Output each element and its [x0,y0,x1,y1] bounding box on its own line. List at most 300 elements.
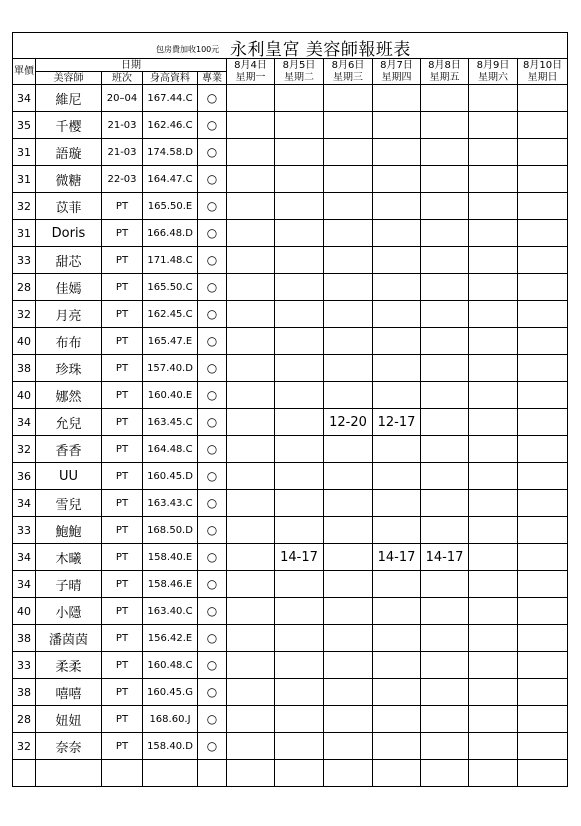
table-row [13,733,568,760]
cell-day-shift [227,733,275,760]
table-row [13,301,568,328]
cell-day-shift [518,193,568,220]
table-row [13,355,568,382]
cell-day-shift [324,544,373,571]
cell-day-shift: 14-17 [275,544,324,571]
cell-day-shift [421,679,469,706]
cell-day-shift [421,625,469,652]
cell-day-shift [469,598,518,625]
cell-spec: ○ [198,625,227,652]
cell-info: 168.60.J [143,706,198,733]
cell-info: 163.45.C [143,409,198,436]
cell-day-shift [518,274,568,301]
cell-name: 佳嫣 [36,274,102,301]
cell-name: 香香 [36,436,102,463]
cell-price: 31 [13,220,36,247]
cell-shift: PT [102,355,143,382]
cell-price: 28 [13,706,36,733]
cell-day-shift [275,355,324,382]
cell-day-shift [324,382,373,409]
cell-day-shift [421,274,469,301]
cell-name: 木曦 [36,544,102,571]
cell-day-shift [469,733,518,760]
cell-day-shift [373,679,421,706]
header-price: 單價 [13,59,36,85]
cell-day-shift [518,625,568,652]
cell-price: 40 [13,598,36,625]
header-day-weekday: 星期日 [518,72,568,85]
cell-name: UU [36,463,102,490]
cell-day-shift [275,571,324,598]
cell-price: 33 [13,517,36,544]
cell-info: 160.48.C [143,652,198,679]
cell-day-shift [324,301,373,328]
cell-info: 160.40.E [143,382,198,409]
cell-day-shift [373,274,421,301]
header-info: 身高資料 [143,72,198,85]
cell-day-shift [227,139,275,166]
cell-spec: ○ [198,220,227,247]
cell-day-shift [421,301,469,328]
cell-day-shift [421,139,469,166]
cell-day-shift [518,328,568,355]
cell-info: 165.47.E [143,328,198,355]
table-row [13,625,568,652]
cell-day-shift [421,193,469,220]
cell-day-shift [421,85,469,112]
cell-day-shift [324,463,373,490]
cell-day-shift [275,679,324,706]
header-day-date: 8月7日 [373,59,421,72]
title-cell [13,33,568,59]
cell-day-shift [421,382,469,409]
header-day-weekday: 星期五 [421,72,469,85]
cell-name: 千樱 [36,112,102,139]
cell-day-shift [421,517,469,544]
cell-day-shift [518,112,568,139]
cell-day-shift [275,274,324,301]
cell-day-shift [421,598,469,625]
cell-name: 娜然 [36,382,102,409]
cell-price: 32 [13,193,36,220]
cell-day-shift [373,85,421,112]
cell-day-shift: 14-17 [373,544,421,571]
cell-day-shift [373,652,421,679]
blank-cell [373,760,421,787]
cell-name: 月亮 [36,301,102,328]
cell-day-shift [324,112,373,139]
cell-spec: ○ [198,139,227,166]
blank-cell [227,760,275,787]
cell-day-shift [518,139,568,166]
cell-spec: ○ [198,463,227,490]
cell-shift: PT [102,436,143,463]
cell-day-shift [373,733,421,760]
table-row [13,166,568,193]
header-day-date: 8月5日 [275,59,324,72]
cell-price: 31 [13,166,36,193]
cell-shift: PT [102,301,143,328]
cell-day-shift [518,652,568,679]
cell-shift: PT [102,625,143,652]
cell-day-shift [227,571,275,598]
table-row [13,436,568,463]
cell-spec: ○ [198,706,227,733]
cell-day-shift [421,247,469,274]
table-row [13,193,568,220]
table-row [13,679,568,706]
cell-info: 160.45.D [143,463,198,490]
cell-day-shift [469,382,518,409]
cell-day-shift [518,166,568,193]
cell-price: 36 [13,463,36,490]
table-row [13,598,568,625]
cell-info: 164.47.C [143,166,198,193]
cell-name: 鮑鮑 [36,517,102,544]
cell-day-shift [518,463,568,490]
cell-day-shift [518,382,568,409]
cell-day-shift [518,85,568,112]
blank-cell [102,760,143,787]
cell-spec: ○ [198,571,227,598]
cell-name: 苡菲 [36,193,102,220]
cell-info: 171.48.C [143,247,198,274]
cell-day-shift [469,706,518,733]
cell-price: 35 [13,112,36,139]
cell-day-shift [373,625,421,652]
cell-day-shift [275,328,324,355]
header-day-weekday: 星期三 [324,72,373,85]
cell-day-shift [324,166,373,193]
schedule-table [12,32,568,787]
blank-cell [143,760,198,787]
cell-day-shift [373,112,421,139]
cell-spec: ○ [198,328,227,355]
cell-day-shift [518,706,568,733]
header-day-date: 8月9日 [469,59,518,72]
header-spec: 專業 [198,72,227,85]
table-row [13,382,568,409]
cell-info: 163.43.C [143,490,198,517]
cell-price: 34 [13,571,36,598]
cell-name: 微糖 [36,166,102,193]
cell-info: 168.50.D [143,517,198,544]
cell-day-shift [324,733,373,760]
cell-info: 165.50.E [143,193,198,220]
cell-day-shift [518,679,568,706]
cell-name: 妞妞 [36,706,102,733]
cell-shift: PT [102,706,143,733]
header-date-group: 日期 [36,59,227,72]
cell-day-shift [421,355,469,382]
cell-day-shift [275,436,324,463]
cell-spec: ○ [198,112,227,139]
cell-info: 163.40.C [143,598,198,625]
cell-day-shift [469,679,518,706]
cell-shift: PT [102,220,143,247]
cell-name: Doris [36,220,102,247]
cell-day-shift [227,463,275,490]
cell-day-shift [373,706,421,733]
cell-day-shift [373,139,421,166]
blank-row [13,760,568,787]
cell-info: 167.44.C [143,85,198,112]
cell-day-shift [469,193,518,220]
cell-day-shift [227,112,275,139]
header-day-date: 8月6日 [324,59,373,72]
cell-day-shift [227,247,275,274]
cell-day-shift [518,490,568,517]
cell-day-shift [421,571,469,598]
cell-day-shift [373,220,421,247]
cell-day-shift [227,301,275,328]
cell-day-shift [324,193,373,220]
cell-day-shift [324,706,373,733]
cell-day-shift [227,517,275,544]
cell-day-shift [275,652,324,679]
table-row [13,85,568,112]
header-day-weekday: 星期六 [469,72,518,85]
cell-day-shift [469,112,518,139]
cell-price: 28 [13,274,36,301]
cell-day-shift [373,598,421,625]
cell-day-shift [421,706,469,733]
cell-day-shift [421,733,469,760]
blank-cell [198,760,227,787]
cell-shift: 21-03 [102,112,143,139]
cell-spec: ○ [198,733,227,760]
cell-info: 162.46.C [143,112,198,139]
cell-day-shift [518,301,568,328]
cell-day-shift [324,652,373,679]
cell-day-shift [227,544,275,571]
cell-spec: ○ [198,544,227,571]
table-row [13,706,568,733]
cell-day-shift [275,139,324,166]
header-day-date: 8月10日 [518,59,568,72]
cell-day-shift [373,463,421,490]
cell-day-shift [421,166,469,193]
cell-shift: PT [102,247,143,274]
cell-day-shift [469,463,518,490]
cell-spec: ○ [198,679,227,706]
cell-day-shift [518,409,568,436]
cell-info: 166.48.D [143,220,198,247]
table-row [13,112,568,139]
cell-day-shift [227,274,275,301]
cell-name: 子晴 [36,571,102,598]
cell-shift: PT [102,409,143,436]
table-row [13,571,568,598]
cell-day-shift [324,436,373,463]
cell-price: 40 [13,328,36,355]
cell-info: 165.50.C [143,274,198,301]
cell-day-shift [275,463,324,490]
cell-day-shift [421,112,469,139]
cell-day-shift [421,409,469,436]
cell-day-shift [518,355,568,382]
header-day-date: 8月4日 [227,59,275,72]
cell-day-shift [421,463,469,490]
cell-day-shift [275,247,324,274]
cell-day-shift [227,166,275,193]
cell-day-shift: 14-17 [421,544,469,571]
cell-day-shift [469,220,518,247]
cell-day-shift [469,328,518,355]
header-day-weekday: 星期一 [227,72,275,85]
title-note: 包房費加收100元 [156,45,220,54]
cell-day-shift [469,625,518,652]
cell-day-shift [324,598,373,625]
cell-day-shift [469,652,518,679]
cell-name: 柔柔 [36,652,102,679]
cell-spec: ○ [198,382,227,409]
cell-day-shift [518,436,568,463]
cell-day-shift [518,544,568,571]
blank-cell [469,760,518,787]
cell-day-shift [227,436,275,463]
header-shift: 班次 [102,72,143,85]
cell-day-shift [421,220,469,247]
cell-day-shift [469,166,518,193]
cell-spec: ○ [198,598,227,625]
table-row [13,463,568,490]
cell-day-shift [373,490,421,517]
cell-day-shift [275,112,324,139]
cell-day-shift [518,733,568,760]
header-name: 美容師 [36,72,102,85]
blank-cell [36,760,102,787]
cell-name: 甜芯 [36,247,102,274]
cell-info: 157.40.D [143,355,198,382]
header-day-weekday: 星期二 [275,72,324,85]
blank-cell [421,760,469,787]
cell-day-shift [275,625,324,652]
cell-day-shift [227,409,275,436]
cell-name: 潘茵茵 [36,625,102,652]
cell-price: 34 [13,409,36,436]
cell-shift: PT [102,598,143,625]
header-day-weekday: 星期四 [373,72,421,85]
table-row [13,139,568,166]
table-row [13,490,568,517]
cell-price: 38 [13,625,36,652]
cell-day-shift [469,571,518,598]
cell-day-shift [275,490,324,517]
cell-shift: PT [102,382,143,409]
cell-info: 156.42.E [143,625,198,652]
cell-day-shift [227,328,275,355]
cell-shift: PT [102,490,143,517]
cell-day-shift [275,517,324,544]
cell-info: 162.45.C [143,301,198,328]
cell-price: 34 [13,490,36,517]
cell-spec: ○ [198,247,227,274]
table-row [13,220,568,247]
cell-info: 164.48.C [143,436,198,463]
cell-shift: PT [102,733,143,760]
cell-spec: ○ [198,85,227,112]
cell-day-shift [275,193,324,220]
cell-day-shift [324,517,373,544]
cell-day-shift [469,436,518,463]
cell-price: 34 [13,544,36,571]
cell-day-shift [275,85,324,112]
cell-day-shift [275,220,324,247]
cell-day-shift [421,652,469,679]
cell-price: 38 [13,355,36,382]
cell-day-shift [324,247,373,274]
cell-price: 40 [13,382,36,409]
cell-spec: ○ [198,409,227,436]
cell-day-shift [324,139,373,166]
cell-day-shift [373,517,421,544]
cell-day-shift [469,274,518,301]
cell-day-shift [227,193,275,220]
cell-day-shift [324,220,373,247]
cell-shift: PT [102,193,143,220]
cell-day-shift [469,139,518,166]
cell-name: 布布 [36,328,102,355]
cell-day-shift [275,301,324,328]
table-row [13,517,568,544]
cell-spec: ○ [198,274,227,301]
cell-day-shift [373,328,421,355]
table-row [13,409,568,436]
cell-spec: ○ [198,193,227,220]
cell-day-shift [324,328,373,355]
page-title: 永利皇宮 美容師報班表 [230,40,411,59]
cell-shift: PT [102,328,143,355]
cell-day-shift [227,679,275,706]
cell-day-shift: 12-17 [373,409,421,436]
cell-day-shift [469,247,518,274]
cell-shift: PT [102,652,143,679]
cell-day-shift [518,220,568,247]
cell-day-shift [518,247,568,274]
cell-day-shift [324,355,373,382]
cell-day-shift [275,706,324,733]
cell-shift: PT [102,571,143,598]
cell-day-shift [227,652,275,679]
cell-day-shift [275,598,324,625]
cell-price: 31 [13,139,36,166]
cell-shift: PT [102,517,143,544]
cell-spec: ○ [198,436,227,463]
cell-day-shift [469,517,518,544]
cell-info: 160.45.G [143,679,198,706]
cell-day-shift [275,409,324,436]
cell-price: 33 [13,247,36,274]
cell-day-shift [373,436,421,463]
cell-price: 38 [13,679,36,706]
cell-day-shift [275,382,324,409]
cell-day-shift [227,382,275,409]
cell-shift: 20–04 [102,85,143,112]
cell-name: 允兒 [36,409,102,436]
cell-day-shift [275,166,324,193]
cell-day-shift [227,85,275,112]
cell-day-shift [421,490,469,517]
cell-shift: PT [102,463,143,490]
cell-day-shift [324,490,373,517]
cell-day-shift [227,625,275,652]
cell-price: 32 [13,733,36,760]
cell-day-shift [227,220,275,247]
cell-day-shift [373,247,421,274]
cell-day-shift [324,274,373,301]
table-row [13,247,568,274]
